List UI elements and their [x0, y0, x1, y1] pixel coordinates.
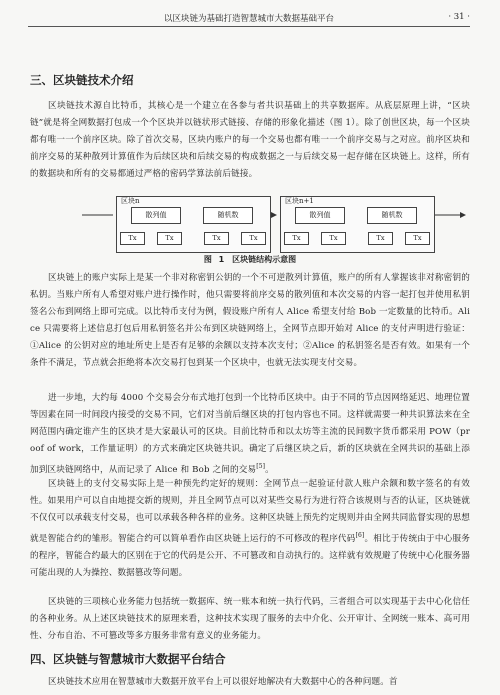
nonce-box: 随机数: [367, 207, 417, 224]
section-heading-3: 三、区块链技术介绍: [30, 73, 134, 87]
tx-box: Tx: [405, 232, 430, 245]
tx-box: Tx: [321, 232, 346, 245]
paragraph-2: 区块链上的账户实际上是某一个非对称密钥公钥的一个不可逆散列计算值，账户的所有人掌握该非对称密钥的私钥。当账户所有人希望对账户进行操作时，他只需要将前序交易的散列值和本次交易的内容一起打包并使用私钥签名公布到网络上即可完成。以比特币支付为例，假设账户所有人 Alice 希望支付给 Bob 一定数量的比特币。Alice 只需要将上述信息打包后用私钥签名并公布到区块链网络上，全网节点即开始对 Alice 的支付声明进行验证：①Alice 的公钥对应的地址所史上是否有足够的余额以支持本次支付；②Alice 的私钥签名是否有效。如果有一个条件不满足，节点就会拒绝将本次交易打包到某一个区块中，也就无法实现支付交易。: [30, 273, 470, 368]
citation-6: [6]: [355, 532, 365, 539]
paragraph-4-mid: 。: [364, 533, 374, 544]
block-n: [116, 196, 271, 253]
paragraph-3-text: 进一步地，大约每 4000 个交易会分布式地打包到一个比特币区块中。由于不同的节点因网络延迟、地理位置等因素在同一时间段内接受的交易不同，它们对当前后继区块的打包内容也不同。这样就需要一种共识算法来在全网范围内确定谁产生的区块才是大家最认可的区块。目前比特币和以太坊等主流的民间数字货币都采用 POW（proof of work，工作量证明）的方式来确定区块链共识。确定了后继区块之后，新的区块就在全网共识的基础上添加到区块链网络中，从而记录了 Alice 和 Bob 之间的交易: [30, 393, 470, 475]
page-header: [28, 10, 470, 27]
paragraph-1: 区块链技术源自比特币，其核心是一个建立在各参与者共识基础上的共享数据库。从底层原理上讲，“区块链”就是将全网数据打包成一个个区块并以链状形式链接、存储的形象化描述（图 1）。除了创世区块，每一个区块都有唯一一个前序区块。除了首次交易，区块内账户的每一个交易也都有唯一一个前序交易与之对应。前序区块和前序交易的某种散列计算值作为后续区块和后续交易的构成数据之一与后续交易一起存储在区块链上。这样，所有的数据块和所有的交易都通过严格的密码学算法前后链接。: [30, 101, 470, 179]
paragraph-4-text: 区块链上的支付交易实际上是一种预先约定好的规则：全网节点一起验证付款人账户余额和数字签名的有效性。如果用户可以自由地提交新的规则，并且全网节点可以对某些交易行为进行符合该规则与否的认证，区块链就不仅仅可以承载支付交易，也可以承载各种各样的业务。这种区块链上预先约定规则并由全网共同监督实现的思想就是智能合约的雏形。智能合约可以简单看作由区块链上运行的不可修改的程序代码: [30, 479, 470, 544]
nonce-box: 随机数: [203, 207, 253, 224]
tx-box: Tx: [204, 232, 229, 245]
page-number: · 31 ·: [448, 12, 470, 22]
hash-box: 散列值: [295, 207, 345, 224]
paragraph-6: 区块链技术应用在智慧城市大数据开放平台上可以很好地解决有大数据中心的各种问题。首: [48, 677, 398, 687]
tx-box: Tx: [157, 232, 182, 245]
tx-box: Tx: [241, 232, 266, 245]
block-n-plus-1: [280, 196, 435, 253]
block-n-label: 区块n: [121, 197, 140, 205]
paragraph-3-end: 。: [265, 464, 274, 475]
citation-5: [5]: [256, 463, 266, 470]
block-n1-label: 区块n+1: [285, 197, 314, 205]
section-heading-4: 四、区块链与智慧城市大数据平台结合: [30, 652, 226, 666]
figure-caption: 图 1 区块链结构示意图: [203, 255, 297, 264]
running-title: 以区块链为基础打造智慧城市大数据基础平台: [163, 14, 334, 24]
hash-box: 散列值: [131, 207, 181, 224]
paragraph-3: [30, 390, 470, 479]
tx-box: Tx: [284, 232, 309, 245]
paragraph-5: 区块链的三项核心业务能力包括统一数据库、统一账本和统一执行代码，三者组合可以实现基于去中心化信任的各种业务。从上述区块链技术的原理来看，这种技术实现了服务的去中介化、公开审计、全网统一账本、高可用性、分布自治、不可篡改等多方服务非常有意义的业务能力。: [30, 597, 470, 641]
paragraph-4: [30, 476, 470, 582]
tx-box: Tx: [120, 232, 145, 245]
paragraph-4-rest: 相比于传统由于中心服务的程序，智能合约最大的区别在于它的代码是公开、不可篡改和自动执行的。这样就有效规避了传统中心化服务器可能出现的人为操控、数据篡改等问题。: [30, 533, 470, 578]
tx-box: Tx: [368, 232, 393, 245]
